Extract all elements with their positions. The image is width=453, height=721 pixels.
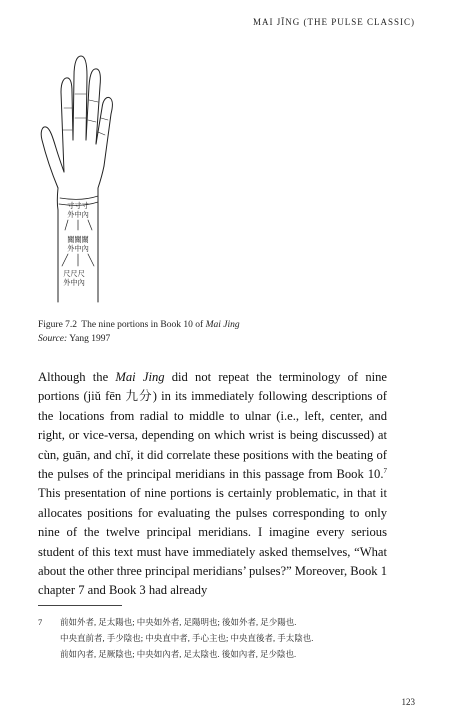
footnote-line: 7 前如外者, 足太陽也; 中央如外者, 足陽明也; 後如外者, 足少陽也.: [38, 614, 313, 630]
footnote-line: 前如內者, 足厥陰也; 中央如內者, 足太陰也. 後如內者, 足少陰也.: [60, 649, 297, 659]
figure-caption: [38, 318, 240, 346]
book-title: Mai Jing: [115, 370, 165, 384]
chi-position-labels: 外中內: [63, 278, 85, 287]
footnote: [38, 614, 313, 662]
forearm-pulse-figure: [36, 48, 122, 304]
footnote-divider: [38, 605, 122, 606]
hand-outline-icon: [41, 56, 112, 302]
cun-position-labels: 外中內: [67, 210, 89, 219]
source-text: Yang 1997: [69, 334, 111, 344]
figure-number: Figure 7.2: [38, 320, 78, 330]
footnote-number: 7: [38, 617, 43, 627]
source-label: Source:: [38, 334, 68, 344]
caption-book-title: Mai Jing: [205, 320, 240, 330]
running-header: MAI JĪNG (THE PULSE CLASSIC): [252, 17, 415, 27]
footnote-line: 中央直前者, 手少陰也; 中央直中者, 手心主也; 中央直後者, 手太陰也.: [60, 633, 314, 643]
footnote-reference[interactable]: 7: [383, 466, 387, 475]
paragraph: Although the Mai Jing did not repeat the terminology of nine portions (jiǔ fēn 九分) in its immediately following descriptions of the locations from radial to middle to ulnar (i.e., left, center, and right, or vice-versa, depending on which wrist is being discussed) at cùn, guān, and chǐ, it did correlate these positions with the beating of the pulses of the principal meridians in this passage from Book 10.$^7$ This presentation of nine portions is certainly problematic, in that it allocates positions for evaluating the pulses corresponding to only nine of the twelve principal meridians. I imagine every serious student of this text must have immediately asked themselves, “What about the other three principal meridians’ pulses?” Moreover, Book 1 chapter 7 and Book 3 had already: [38, 370, 387, 598]
body-text: [38, 368, 387, 601]
chi-labels: 尺尺尺: [63, 269, 85, 278]
cun-labels: 寸寸寸: [67, 201, 89, 210]
page-number: 123: [401, 697, 415, 707]
source-line: [38, 332, 240, 346]
guan-position-labels: 外中內: [67, 244, 89, 253]
guan-labels: 關關關: [67, 235, 89, 244]
caption-line: [38, 318, 240, 332]
caption-text: The nine portions in Book 10 of: [81, 320, 204, 330]
